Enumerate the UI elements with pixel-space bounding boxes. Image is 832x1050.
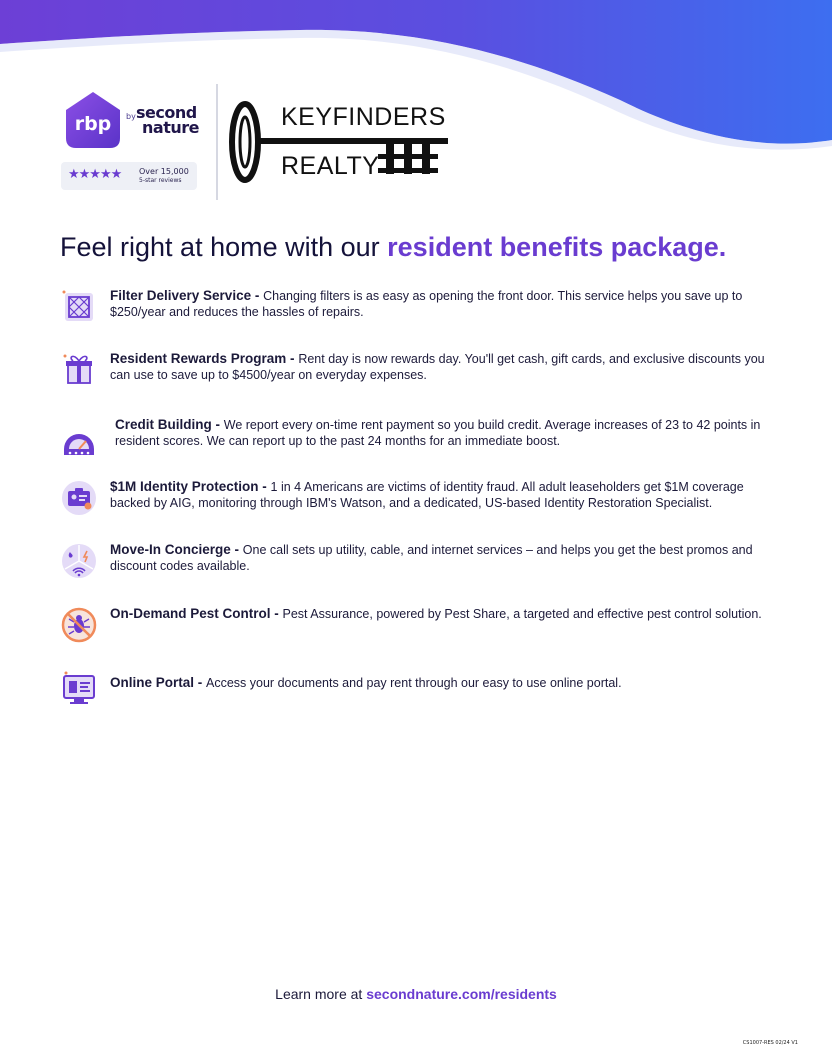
benefit-text xyxy=(115,417,783,449)
benefit-description: Access your documents and pay rent through our easy to use online portal. xyxy=(206,676,622,690)
title-highlight: resident benefits package. xyxy=(387,232,727,262)
gift-icon xyxy=(60,351,98,389)
online-portal-icon xyxy=(60,670,98,708)
benefit-text xyxy=(110,351,778,383)
page-title xyxy=(60,232,726,263)
reviews-label: 5-star reviews xyxy=(139,177,182,184)
partner-name-line1: KEYFINDERS xyxy=(281,103,446,131)
reviews-count: Over 15,000 xyxy=(139,167,189,176)
identity-card-icon xyxy=(60,479,98,517)
benefit-description: One call sets up utility, cable, and internet services – and helps you get the best promos and discount codes available. xyxy=(110,543,753,573)
benefit-title: Credit Building - xyxy=(115,417,224,432)
partner-name-line2: REALTY xyxy=(281,152,380,180)
rbp-by-text: by xyxy=(126,112,136,121)
benefit-description: We report every on-time rent payment so you build credit. Average increases of 23 to 42 points in resident scores. We can report up to the past 24 months for an immediate boost. xyxy=(115,418,761,448)
title-prefix: Feel right at home with our xyxy=(60,232,388,262)
footer-prefix: Learn more at xyxy=(275,986,367,1002)
benefit-title: On-Demand Pest Control - xyxy=(110,606,283,621)
reviews-badge xyxy=(61,162,197,190)
star-rating-icon: ★★★★★ xyxy=(68,167,122,182)
benefit-title: Move-In Concierge - xyxy=(110,542,243,557)
filter-icon xyxy=(60,288,98,326)
rbp-logo-icon xyxy=(62,90,124,152)
benefit-title: Filter Delivery Service - xyxy=(110,288,264,303)
document-code: CS1007-RES 02/24 V1 xyxy=(742,1040,798,1046)
second-nature-wordmark-1: second xyxy=(136,103,197,122)
svg-text:rbp: rbp xyxy=(74,113,112,135)
benefit-text xyxy=(110,288,778,320)
benefit-text xyxy=(110,675,778,691)
utilities-icon xyxy=(60,542,98,580)
benefit-title: Resident Rewards Program - xyxy=(110,351,299,366)
logo-divider xyxy=(216,84,218,200)
benefit-description: 1 in 4 Americans are victims of identity fraud. All adult leaseholders get $1M coverage backed by AIG, monitoring through IBM's Watson, and a dedicated, US-based Identity Restoration Specialist. xyxy=(110,480,744,510)
benefit-description: Rent day is now rewards day. You'll get cash, gift cards, and exclusive discounts you can use to save up to $4500/year on everyday expenses. xyxy=(110,352,765,382)
benefit-text xyxy=(110,542,778,574)
residents-link[interactable]: secondnature.com/residents xyxy=(366,986,557,1002)
benefit-title: $1M Identity Protection - xyxy=(110,479,271,494)
benefit-text xyxy=(110,606,778,622)
benefit-text xyxy=(110,479,778,511)
benefit-description: Pest Assurance, powered by Pest Share, a targeted and effective pest control solution. xyxy=(282,607,762,621)
footer-learn-more xyxy=(0,986,832,1002)
benefit-description: Changing filters is as easy as opening the front door. This service helps you save up to $250/year and reduces the hassles of repairs. xyxy=(110,289,743,319)
benefit-title: Online Portal - xyxy=(110,675,207,690)
second-nature-wordmark-2: nature xyxy=(142,118,199,137)
pest-control-icon xyxy=(60,606,98,644)
credit-gauge-icon xyxy=(60,423,98,461)
